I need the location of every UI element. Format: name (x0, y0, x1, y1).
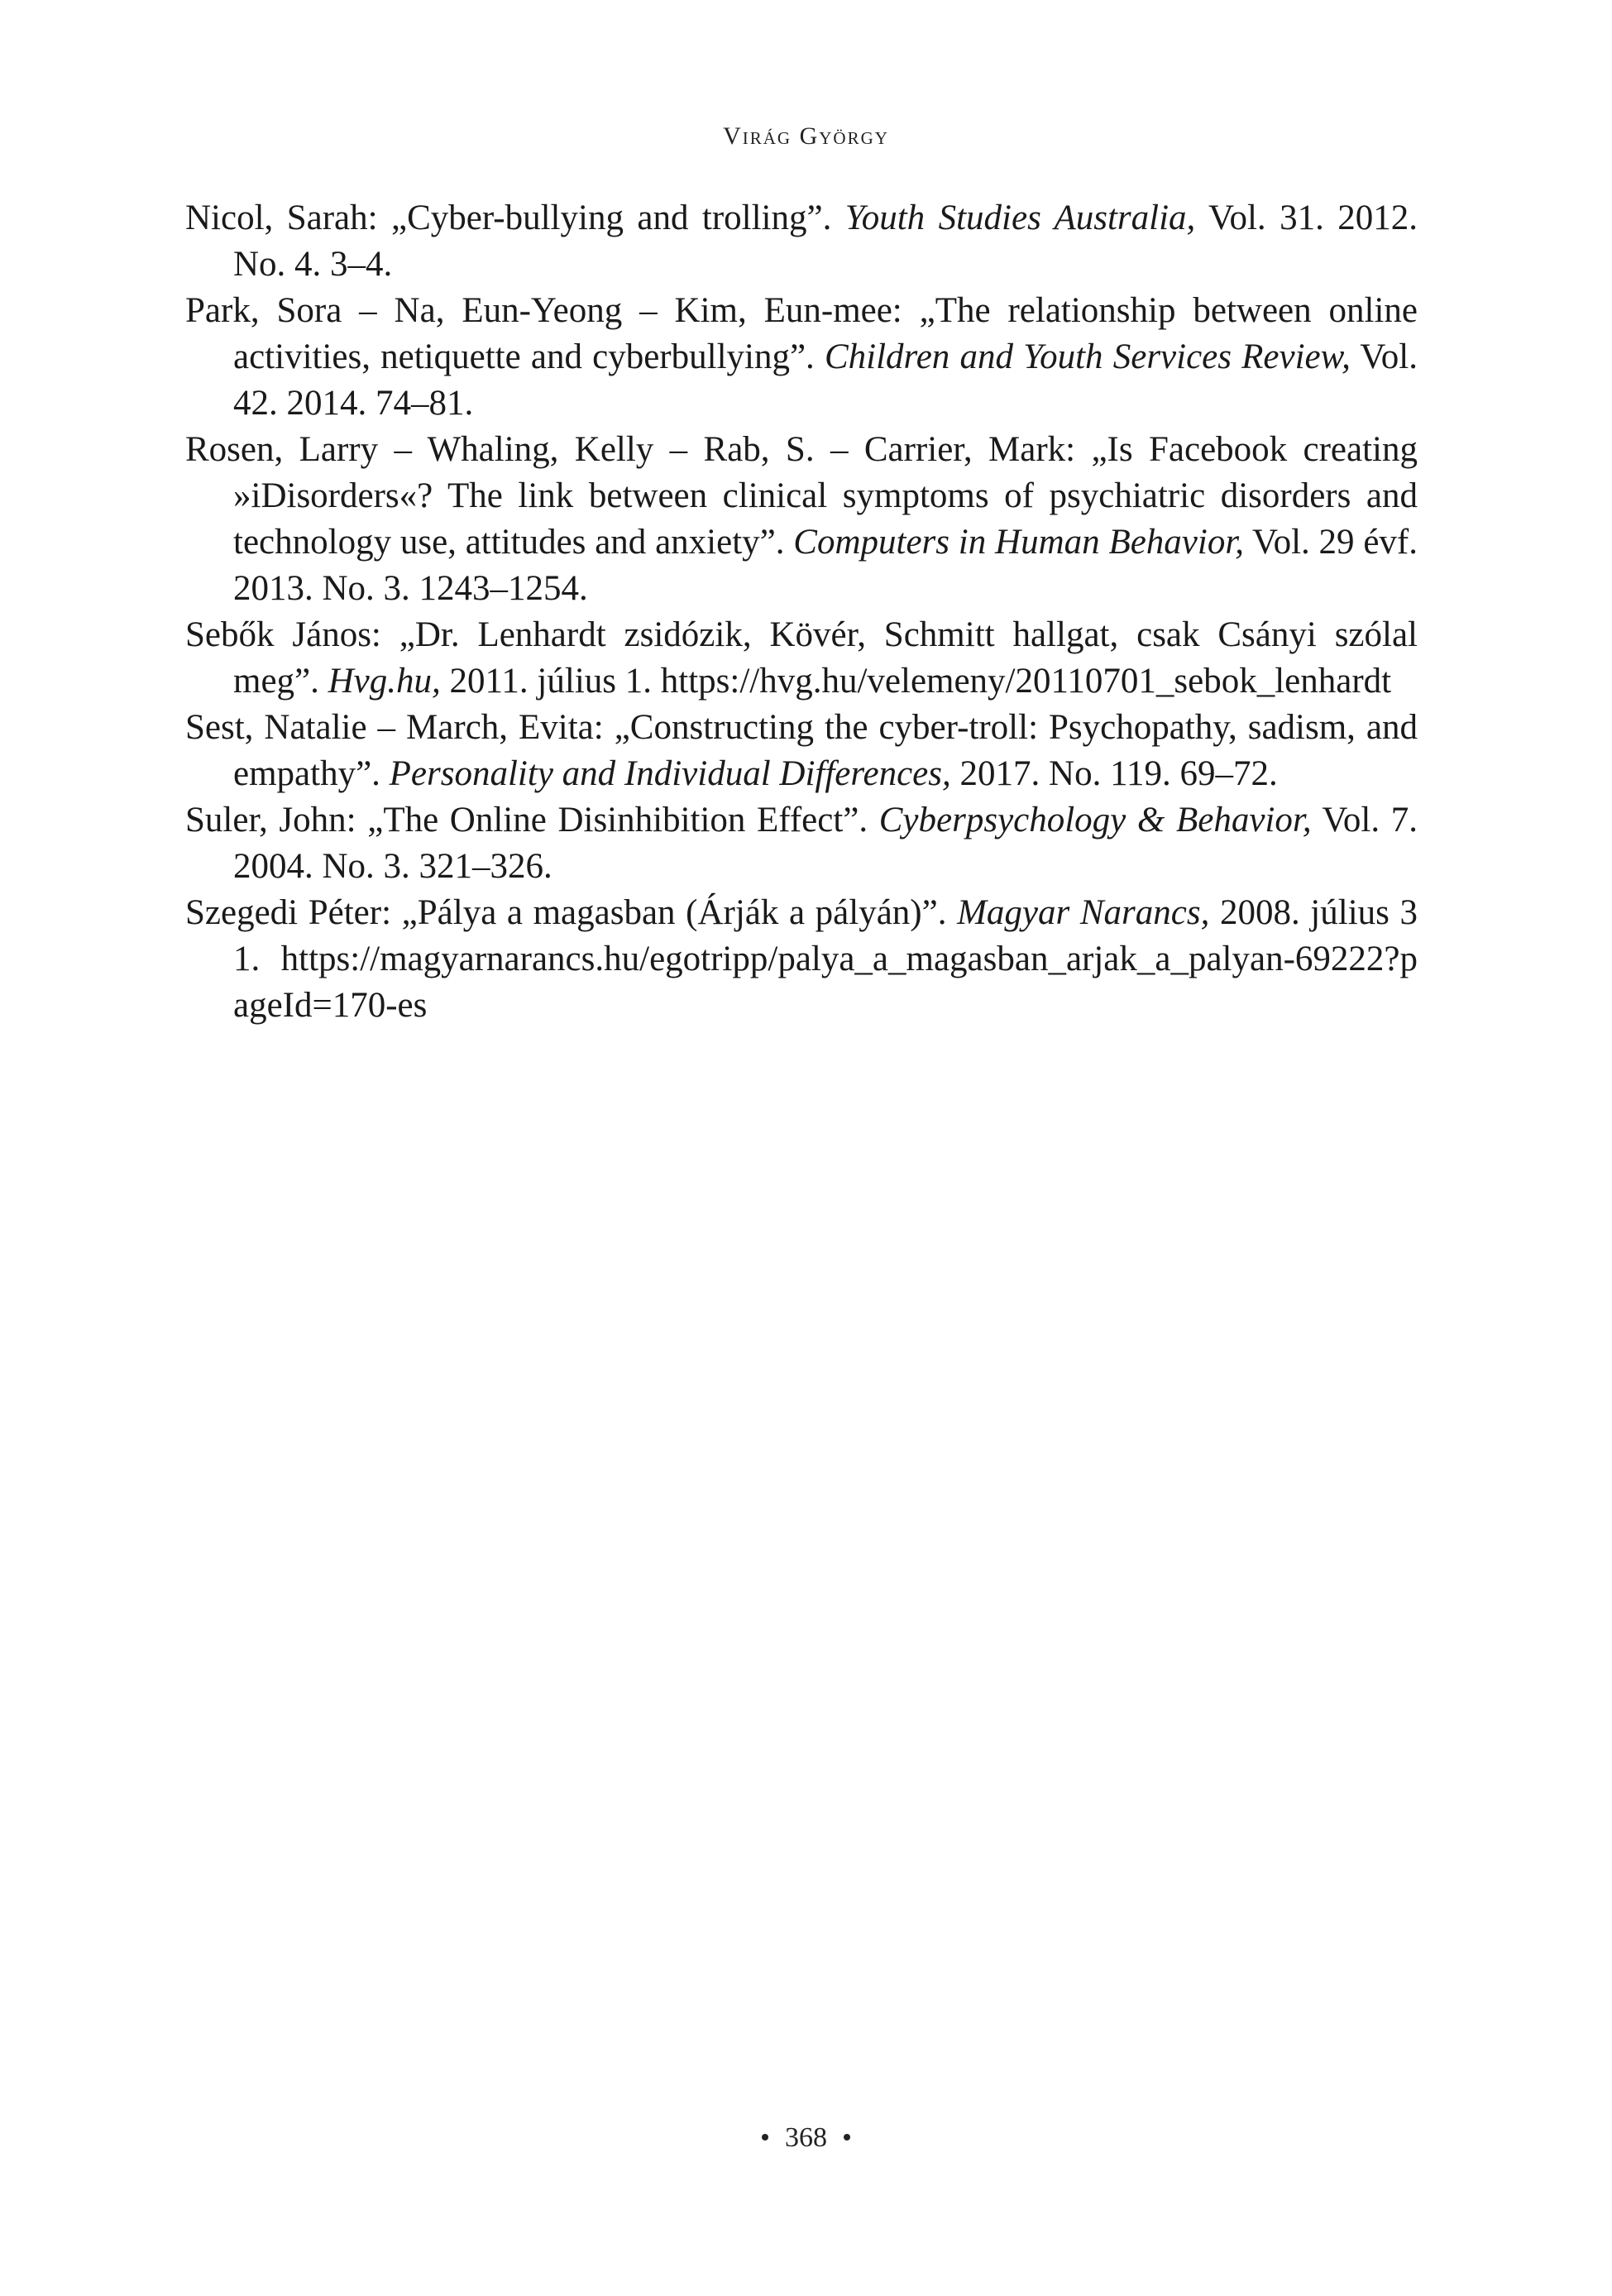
bullet-icon (762, 2134, 768, 2141)
reference-journal: Youth Studies Australia, (844, 199, 1196, 237)
reference-author: Rosen, Larry – Whaling, Kelly – Rab, S. – Carrier, Mark: (185, 430, 1092, 469)
reference-details: Vol. 29 évf. 2013. No. 3. 1243–1254. (233, 523, 1418, 608)
reference-entry (185, 890, 1418, 1029)
reference-entry (185, 705, 1418, 797)
reference-journal: Computers in Human Behavior, (793, 523, 1245, 562)
reference-title: „The Online Disinhibition Effect”. (367, 801, 879, 839)
reference-title: „The relationship between online activities, netiquette and cyberbullying”. (233, 291, 1418, 376)
running-head: Virág György (723, 122, 889, 150)
reference-journal: Cyberpsychology & Behavior, (878, 801, 1312, 839)
reference-entry (185, 427, 1418, 612)
reference-details: Vol. 42. 2014. 74–81. (233, 337, 1418, 423)
reference-details: Vol. 7. 2004. No. 3. 321–326. (233, 801, 1418, 886)
reference-journal: Children and Youth Services Review, (824, 337, 1351, 376)
reference-title: „Pálya a magasban (Árják a pályán)”. (401, 893, 958, 932)
reference-author: Suler, John: (185, 801, 368, 839)
reference-journal: Magyar Narancs, (957, 893, 1210, 932)
reference-entry (185, 612, 1418, 705)
reference-title: „Constructing the cyber-troll: Psychopathy, sadism, and empathy”. (233, 708, 1418, 793)
reference-author: Sest, Natalie – March, Evita: (185, 708, 615, 747)
page-number (0, 2122, 1612, 2154)
reference-entry (185, 288, 1418, 427)
reference-journal: Personality and Individual Differences, (389, 754, 951, 793)
reference-title: „Cyber-bullying and trolling”. (390, 199, 845, 237)
bullet-icon (844, 2134, 850, 2141)
reference-journal: Hvg.hu, (328, 662, 441, 701)
reference-title: „Is Facebook creating »iDisorders«? The link between clinical symptoms of psychiatric disorders and technology use, attitudes and anxiety”. (233, 430, 1418, 562)
reference-list (185, 195, 1418, 1029)
reference-details: Vol. 31. 2012. No. 4. 3–4. (233, 199, 1418, 284)
reference-author: Nicol, Sarah: (185, 199, 391, 237)
reference-author: Szegedi Péter: (185, 893, 402, 932)
reference-author: Park, Sora – Na, Eun-Yeong – Kim, Eun-mee: (185, 291, 920, 330)
page-number-text: 368 (785, 2122, 827, 2153)
reference-entry (185, 195, 1418, 288)
reference-title: „Dr. Lenhardt zsidózik, Kövér, Schmitt hallgat, csak Csányi szólal meg”. (233, 615, 1418, 701)
reference-entry (185, 797, 1418, 890)
reference-details: 2017. No. 119. 69–72. (950, 754, 1278, 793)
reference-details: 2008. július 31. https://magyarnarancs.hu/egotripp/palya_a_magasban_arjak_a_palyan-69222?pageId=170-es (233, 893, 1418, 1025)
reference-details: 2011. július 1. https://hvg.hu/velemeny/20110701_sebok_lenhardt (440, 662, 1392, 701)
reference-author: Sebők János: (185, 615, 399, 654)
